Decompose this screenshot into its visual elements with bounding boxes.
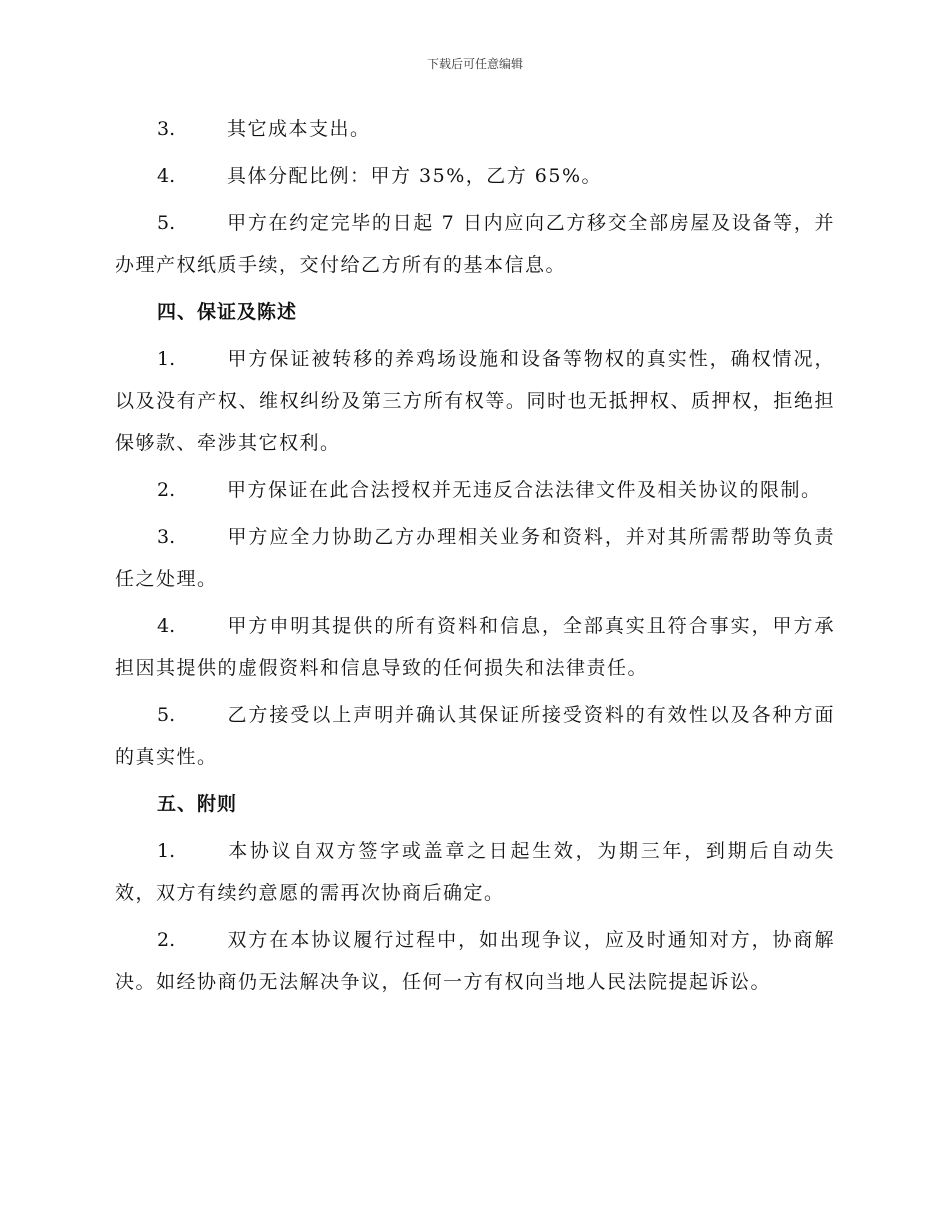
item-number: 2. xyxy=(157,479,176,501)
list-item xyxy=(115,202,835,286)
item-number: 3. xyxy=(157,526,176,548)
item-text: 甲方保证被转移的养鸡场设施和设备等物权的真实性，确权情况，以及没有产权、维权纠纷及第三方所有权等。同时也无抵押权、质押权，拒绝担保够款、牵涉其它权利。 xyxy=(115,348,835,454)
item-text: 双方在本协议履行过程中，如出现争议，应及时通知对方，协商解决。如经协商仍无法解决争议，任何一方有权向当地人民法院提起诉讼。 xyxy=(115,929,835,993)
item-text: 甲方应全力协助乙方办理相关业务和资料，并对其所需帮助等负责任之处理。 xyxy=(115,526,835,590)
item-text: 具体分配比例：甲方 35%，乙方 65%。 xyxy=(227,165,603,187)
item-number: 2. xyxy=(157,929,176,951)
section-heading-supplementary: 五、附则 xyxy=(157,793,238,815)
list-item xyxy=(115,694,835,778)
item-text: 甲方申明其提供的所有资料和信息，全部真实且符合事实，甲方承担因其提供的虚假资料和信息导致的任何损失和法律责任。 xyxy=(115,615,835,679)
list-item xyxy=(115,108,835,150)
item-number: 4. xyxy=(157,615,176,637)
list-item xyxy=(115,155,835,197)
item-text: 其它成本支出。 xyxy=(227,118,371,140)
document-body xyxy=(115,108,835,1008)
list-item xyxy=(115,830,835,914)
list-item xyxy=(115,338,835,464)
item-text: 甲方在约定完毕的日起 7 日内应向乙方移交全部房屋及设备等，并办理产权纸质手续，交付给乙方所有的基本信息。 xyxy=(115,212,835,276)
section-heading-guarantees: 四、保证及陈述 xyxy=(157,301,298,323)
item-number: 5. xyxy=(157,212,176,234)
item-text: 乙方接受以上声明并确认其保证所接受资料的有效性以及各种方面的真实性。 xyxy=(115,704,835,768)
item-number: 1. xyxy=(157,348,176,370)
list-item xyxy=(115,516,835,600)
list-item xyxy=(115,469,835,511)
item-text: 本协议自双方签字或盖章之日起生效，为期三年，到期后自动失效，双方有续约意愿的需再次协商后确定。 xyxy=(115,840,835,904)
item-number: 4. xyxy=(157,165,176,187)
item-number: 5. xyxy=(157,704,176,726)
item-text: 甲方保证在此合法授权并无违反合法法律文件及相关协议的限制。 xyxy=(227,479,822,501)
item-number: 3. xyxy=(157,118,176,140)
list-item xyxy=(115,605,835,689)
header-note: 下载后可任意编辑 xyxy=(426,57,523,71)
list-item xyxy=(115,919,835,1003)
item-number: 1. xyxy=(157,840,176,862)
